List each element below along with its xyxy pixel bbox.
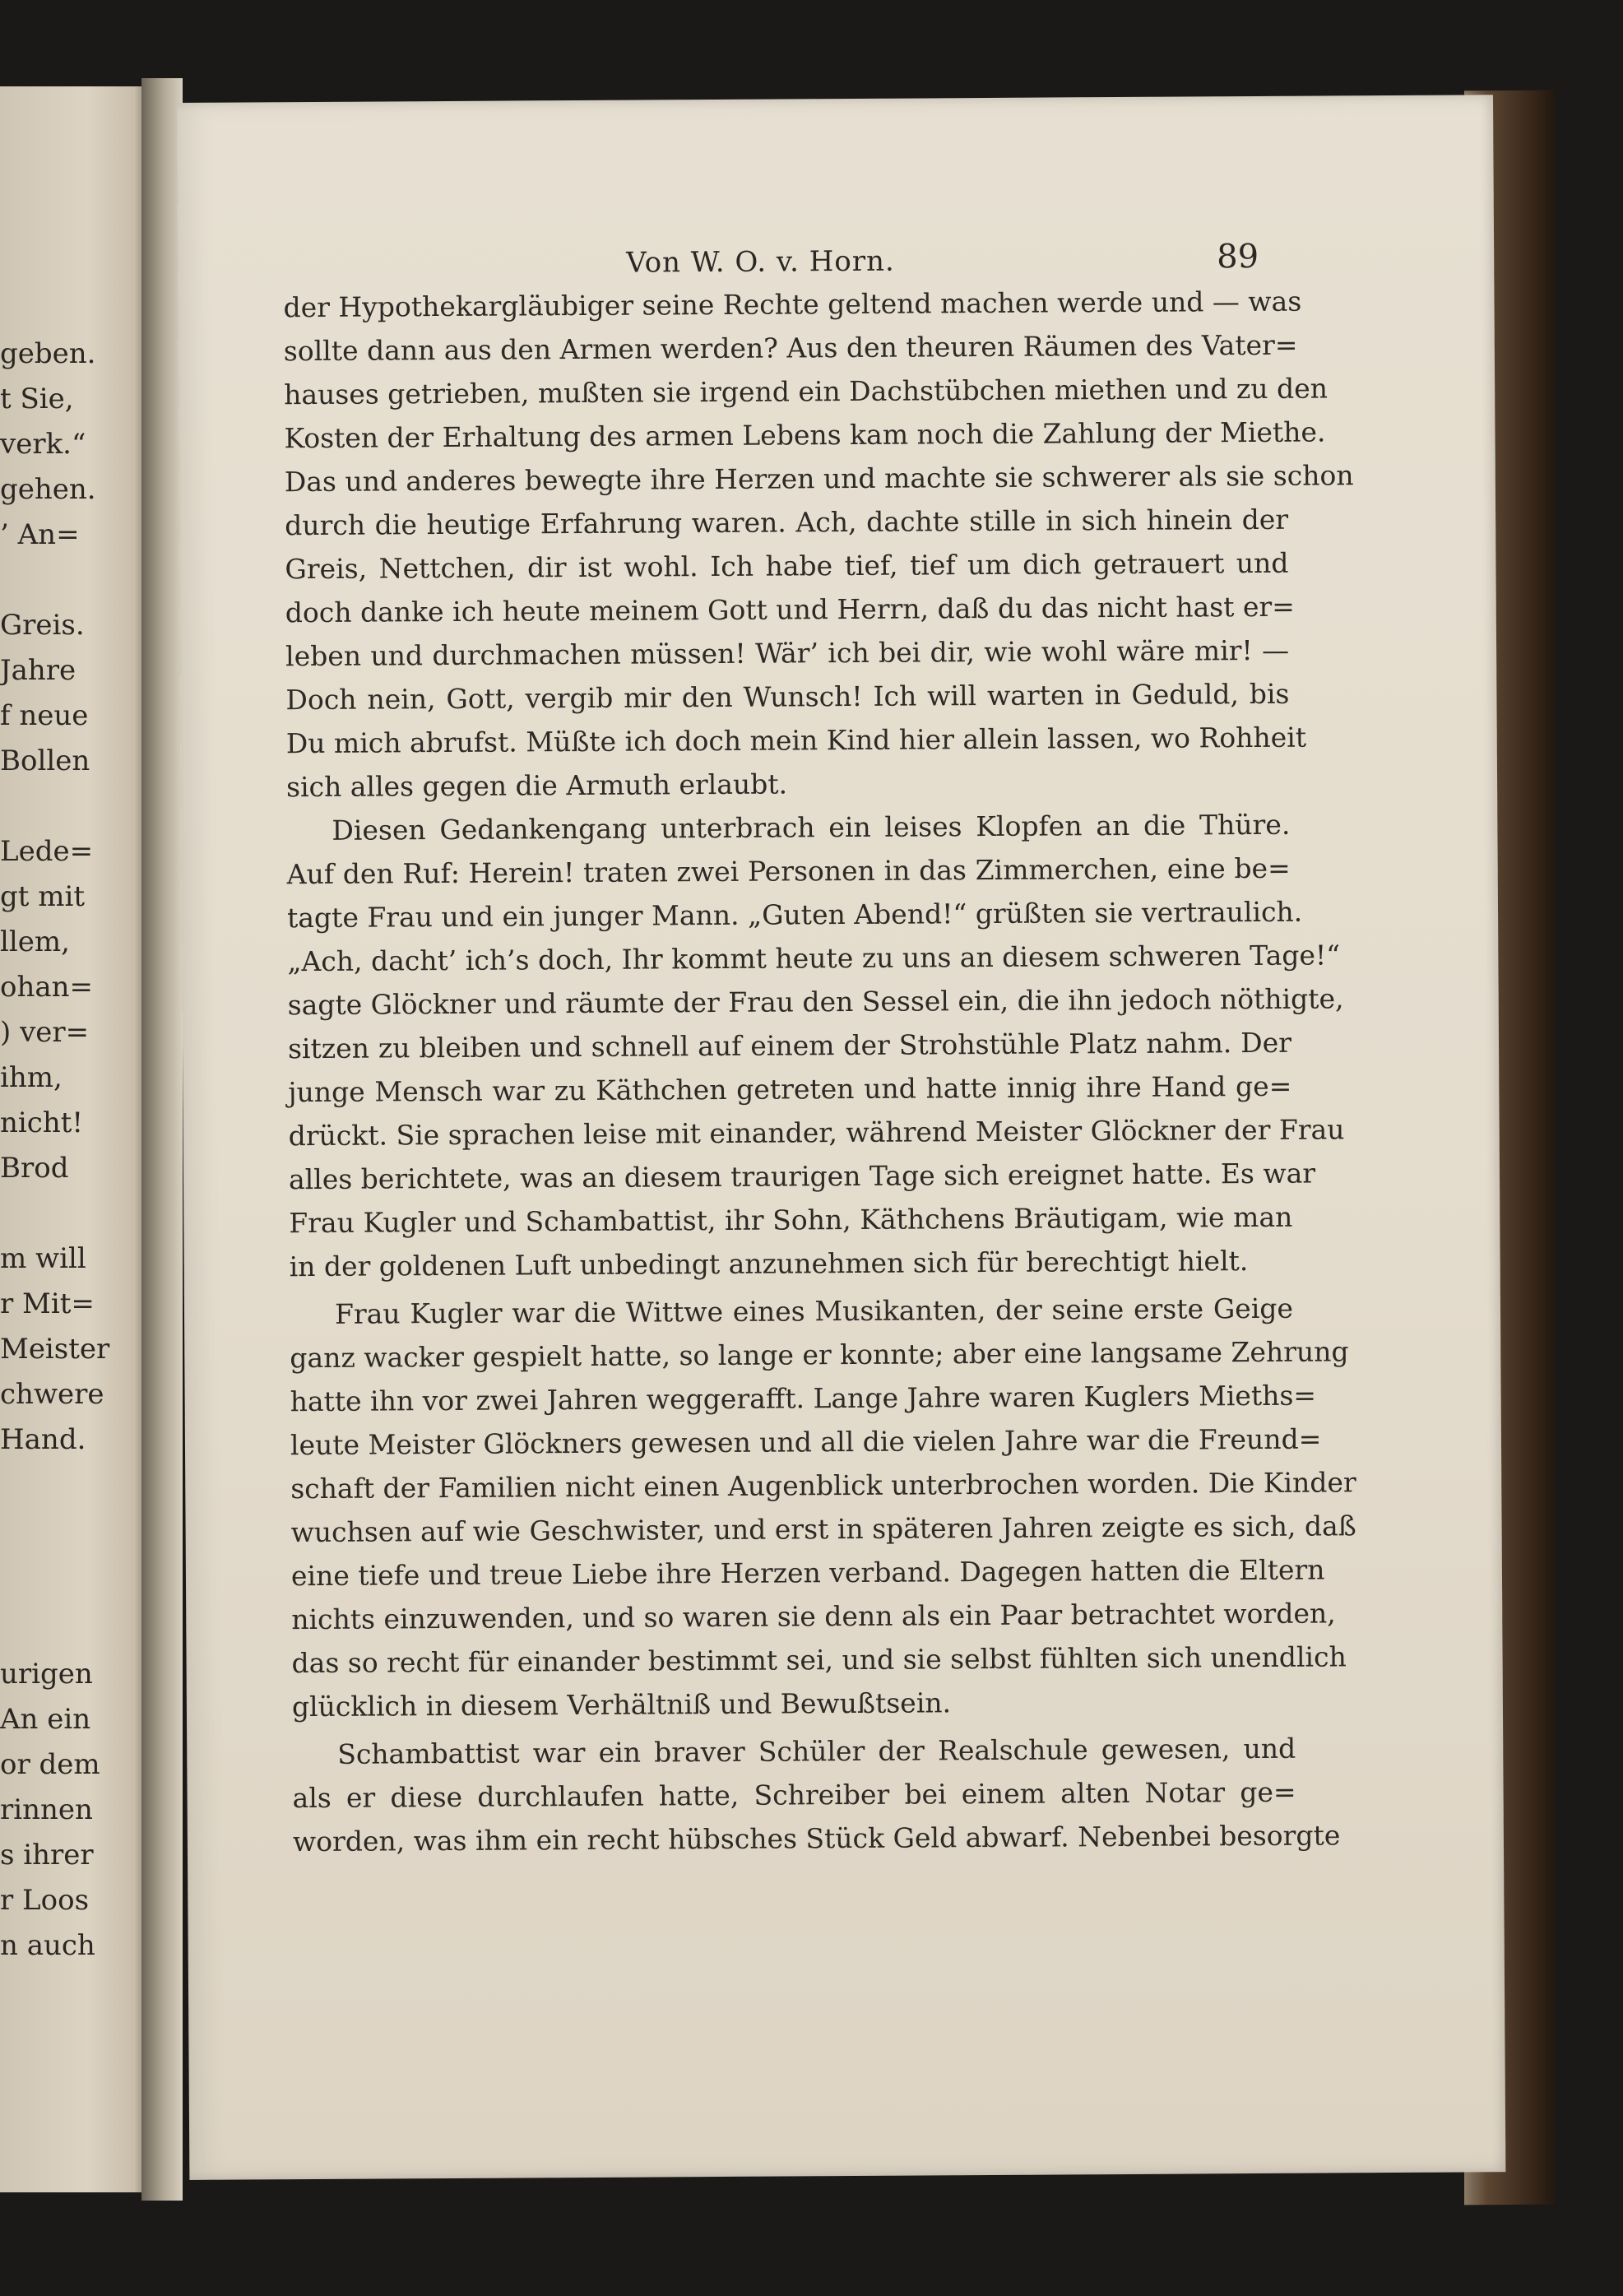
text-line: Auf den Ruf: Herein! traten zwei Personen in das Zimmerchen, eine be= [286, 851, 1291, 891]
text-line: sich alles gegen die Armuth erlaubt. [285, 768, 788, 804]
left-page-fragment: verk.“ [0, 428, 86, 461]
left-page-fragment: Brod [0, 1152, 69, 1185]
left-page-fragment: gt mit [0, 880, 86, 913]
text-line: Diesen Gedankengang unterbrach ein leises Klopfen an die Thüre. [332, 808, 1291, 847]
text-line: Frau Kugler und Schambattist, ihr Sohn, Käthchens Bräutigam, wie man [289, 1200, 1293, 1240]
running-head: Von W. O. v. Horn. [626, 244, 895, 280]
left-page-fragment: r Loos [0, 1884, 90, 1917]
text-line: als er diese durchlaufen hatte, Schreiber bei einem alten Notar ge= [292, 1775, 1296, 1815]
text-line: ganz wacker gespielt hatte, so lange er konnte; aber eine langsame Zehrung [290, 1335, 1349, 1375]
text-line: drückt. Sie sprachen leise mit einander, während Meister Glöckner der Frau [288, 1113, 1345, 1153]
text-line: hauses getrieben, mußten sie irgend ein Dachstübchen miethen und zu den [284, 372, 1329, 411]
book-gutter [141, 78, 183, 2201]
left-page-fragment: Hand. [0, 1423, 86, 1456]
text-line: Kosten der Erhaltung des armen Lebens kam noch die Zahlung der Miethe. [284, 415, 1326, 455]
text-line: worden, was ihm ein recht hübsches Stück Geld abwarf. Nebenbei besorgte [292, 1819, 1341, 1858]
left-page-fragment: s ihrer [0, 1839, 94, 1872]
text-line: doch danke ich heute meinem Gott und Herrn, daß du das nicht hast er= [285, 590, 1295, 629]
text-line: hatte ihn vor zwei Jahren weggerafft. Lange Jahre waren Kuglers Mieths= [290, 1379, 1317, 1418]
text-line: schaft der Familien nicht einen Augenblick unterbrochen worden. Die Kinder [290, 1466, 1356, 1505]
text-line: sollte dann aus den Armen werden? Aus den theuren Räumen des Vater= [283, 328, 1298, 368]
left-page-fragment: rinnen [0, 1793, 93, 1826]
left-page-fragment: f neue [0, 699, 89, 732]
left-page-fragment: urigen [0, 1658, 93, 1691]
text-line: Du mich abrufst. Müßte ich doch mein Kind hier allein lassen, wo Rohheit [285, 721, 1307, 760]
text-line: glücklich in diesem Verhältniß und Bewußtsein. [291, 1686, 952, 1723]
text-line: junge Mensch war zu Käthchen getreten und hatte innig ihre Hand ge= [288, 1069, 1292, 1109]
left-page-fragment: Greis. [0, 609, 85, 642]
text-line: leute Meister Glöckners gewesen und all die vielen Jahre war die Freund= [290, 1422, 1322, 1462]
left-page-fragment: chwere [0, 1378, 104, 1411]
left-page-fragment: m will [0, 1242, 86, 1275]
left-page-fragment: r Mit= [0, 1287, 95, 1320]
text-line: tagte Frau und ein junger Mann. „Guten Abend!“ grüßten sie vertraulich. [286, 895, 1303, 935]
left-page-fragment: t Sie, [0, 383, 74, 415]
text-line: „Ach, dacht’ ich’s doch, Ihr kommt heute zu uns an diesem schweren Tage!“ [287, 939, 1341, 978]
left-page-fragment: or dem [0, 1748, 100, 1781]
text-line: eine tiefe und treue Liebe ihre Herzen verband. Dagegen hatten die Eltern [290, 1553, 1325, 1593]
left-page-fragment: llem, [0, 925, 70, 958]
page-number: 89 [1217, 237, 1259, 276]
text-line: der Hypothekargläubiger seine Rechte geltend machen werde und — was [283, 285, 1302, 324]
text-line: leben und durchmachen müssen! Wär’ ich bei dir, wie wohl wäre mir! — [285, 633, 1290, 673]
left-page-fragment: ihm, [0, 1061, 63, 1094]
left-page-fragment: Lede= [0, 835, 94, 868]
left-page-fragment: n auch [0, 1929, 95, 1962]
text-line: Doch nein, Gott, vergib mir den Wunsch! Ich will warten in Geduld, bis [285, 677, 1290, 717]
text-line: durch die heutige Erfahrung waren. Ach, dachte stille in sich hinein der [285, 503, 1289, 542]
text-line: Greis, Nettchen, dir ist wohl. Ich habe tief, tief um dich getrauert und [285, 546, 1289, 586]
text-line: Frau Kugler war die Wittwe eines Musikanten, der seine erste Geige [334, 1292, 1294, 1330]
left-page-fragment: Jahre [0, 654, 77, 687]
left-page-fragment: Bollen [0, 744, 90, 777]
left-page-fragment: geben. [0, 337, 96, 370]
left-page-fragment: An ein [0, 1703, 91, 1736]
left-page-fragment: ) ver= [0, 1016, 90, 1049]
text-line: nichts einzuwenden, und so waren sie denn als ein Paar betrachtet worden, [291, 1597, 1336, 1636]
left-page-fragment: ohan= [0, 971, 94, 1004]
text-line: sagte Glöckner und räumte der Frau den Sessel ein, die ihn jedoch nöthigte, [287, 982, 1344, 1022]
right-page [177, 95, 1505, 2180]
text-line: Schambattist war ein braver Schüler der Realschule gewesen, und [337, 1732, 1296, 1770]
text-line: alles berichtete, was an diesem traurigen Tage sich ereignet hatte. Es war [288, 1157, 1316, 1196]
left-page-fragment: Meister [0, 1333, 110, 1366]
left-page-fragment: gehen. [0, 473, 96, 506]
text-line: in der goldenen Luft unbedingt anzunehmen sich für berechtigt hielt. [289, 1245, 1249, 1283]
text-line: das so recht für einander bestimmt sei, und sie selbst fühlten sich unendlich [291, 1640, 1347, 1680]
text-line: wuchsen auf wie Geschwister, und erst in späteren Jahren zeigte es sich, daß [290, 1510, 1356, 1549]
left-page [0, 86, 146, 2192]
text-line: sitzen zu bleiben und schnell auf einem der Strohstühle Platz nahm. Der [287, 1026, 1292, 1065]
left-page-fragment: ’ An= [0, 518, 80, 551]
text-line: Das und anderes bewegte ihre Herzen und machte sie schwerer als sie schon [284, 459, 1354, 499]
body-text [283, 285, 1356, 1858]
left-page-fragment: nicht! [0, 1106, 84, 1139]
